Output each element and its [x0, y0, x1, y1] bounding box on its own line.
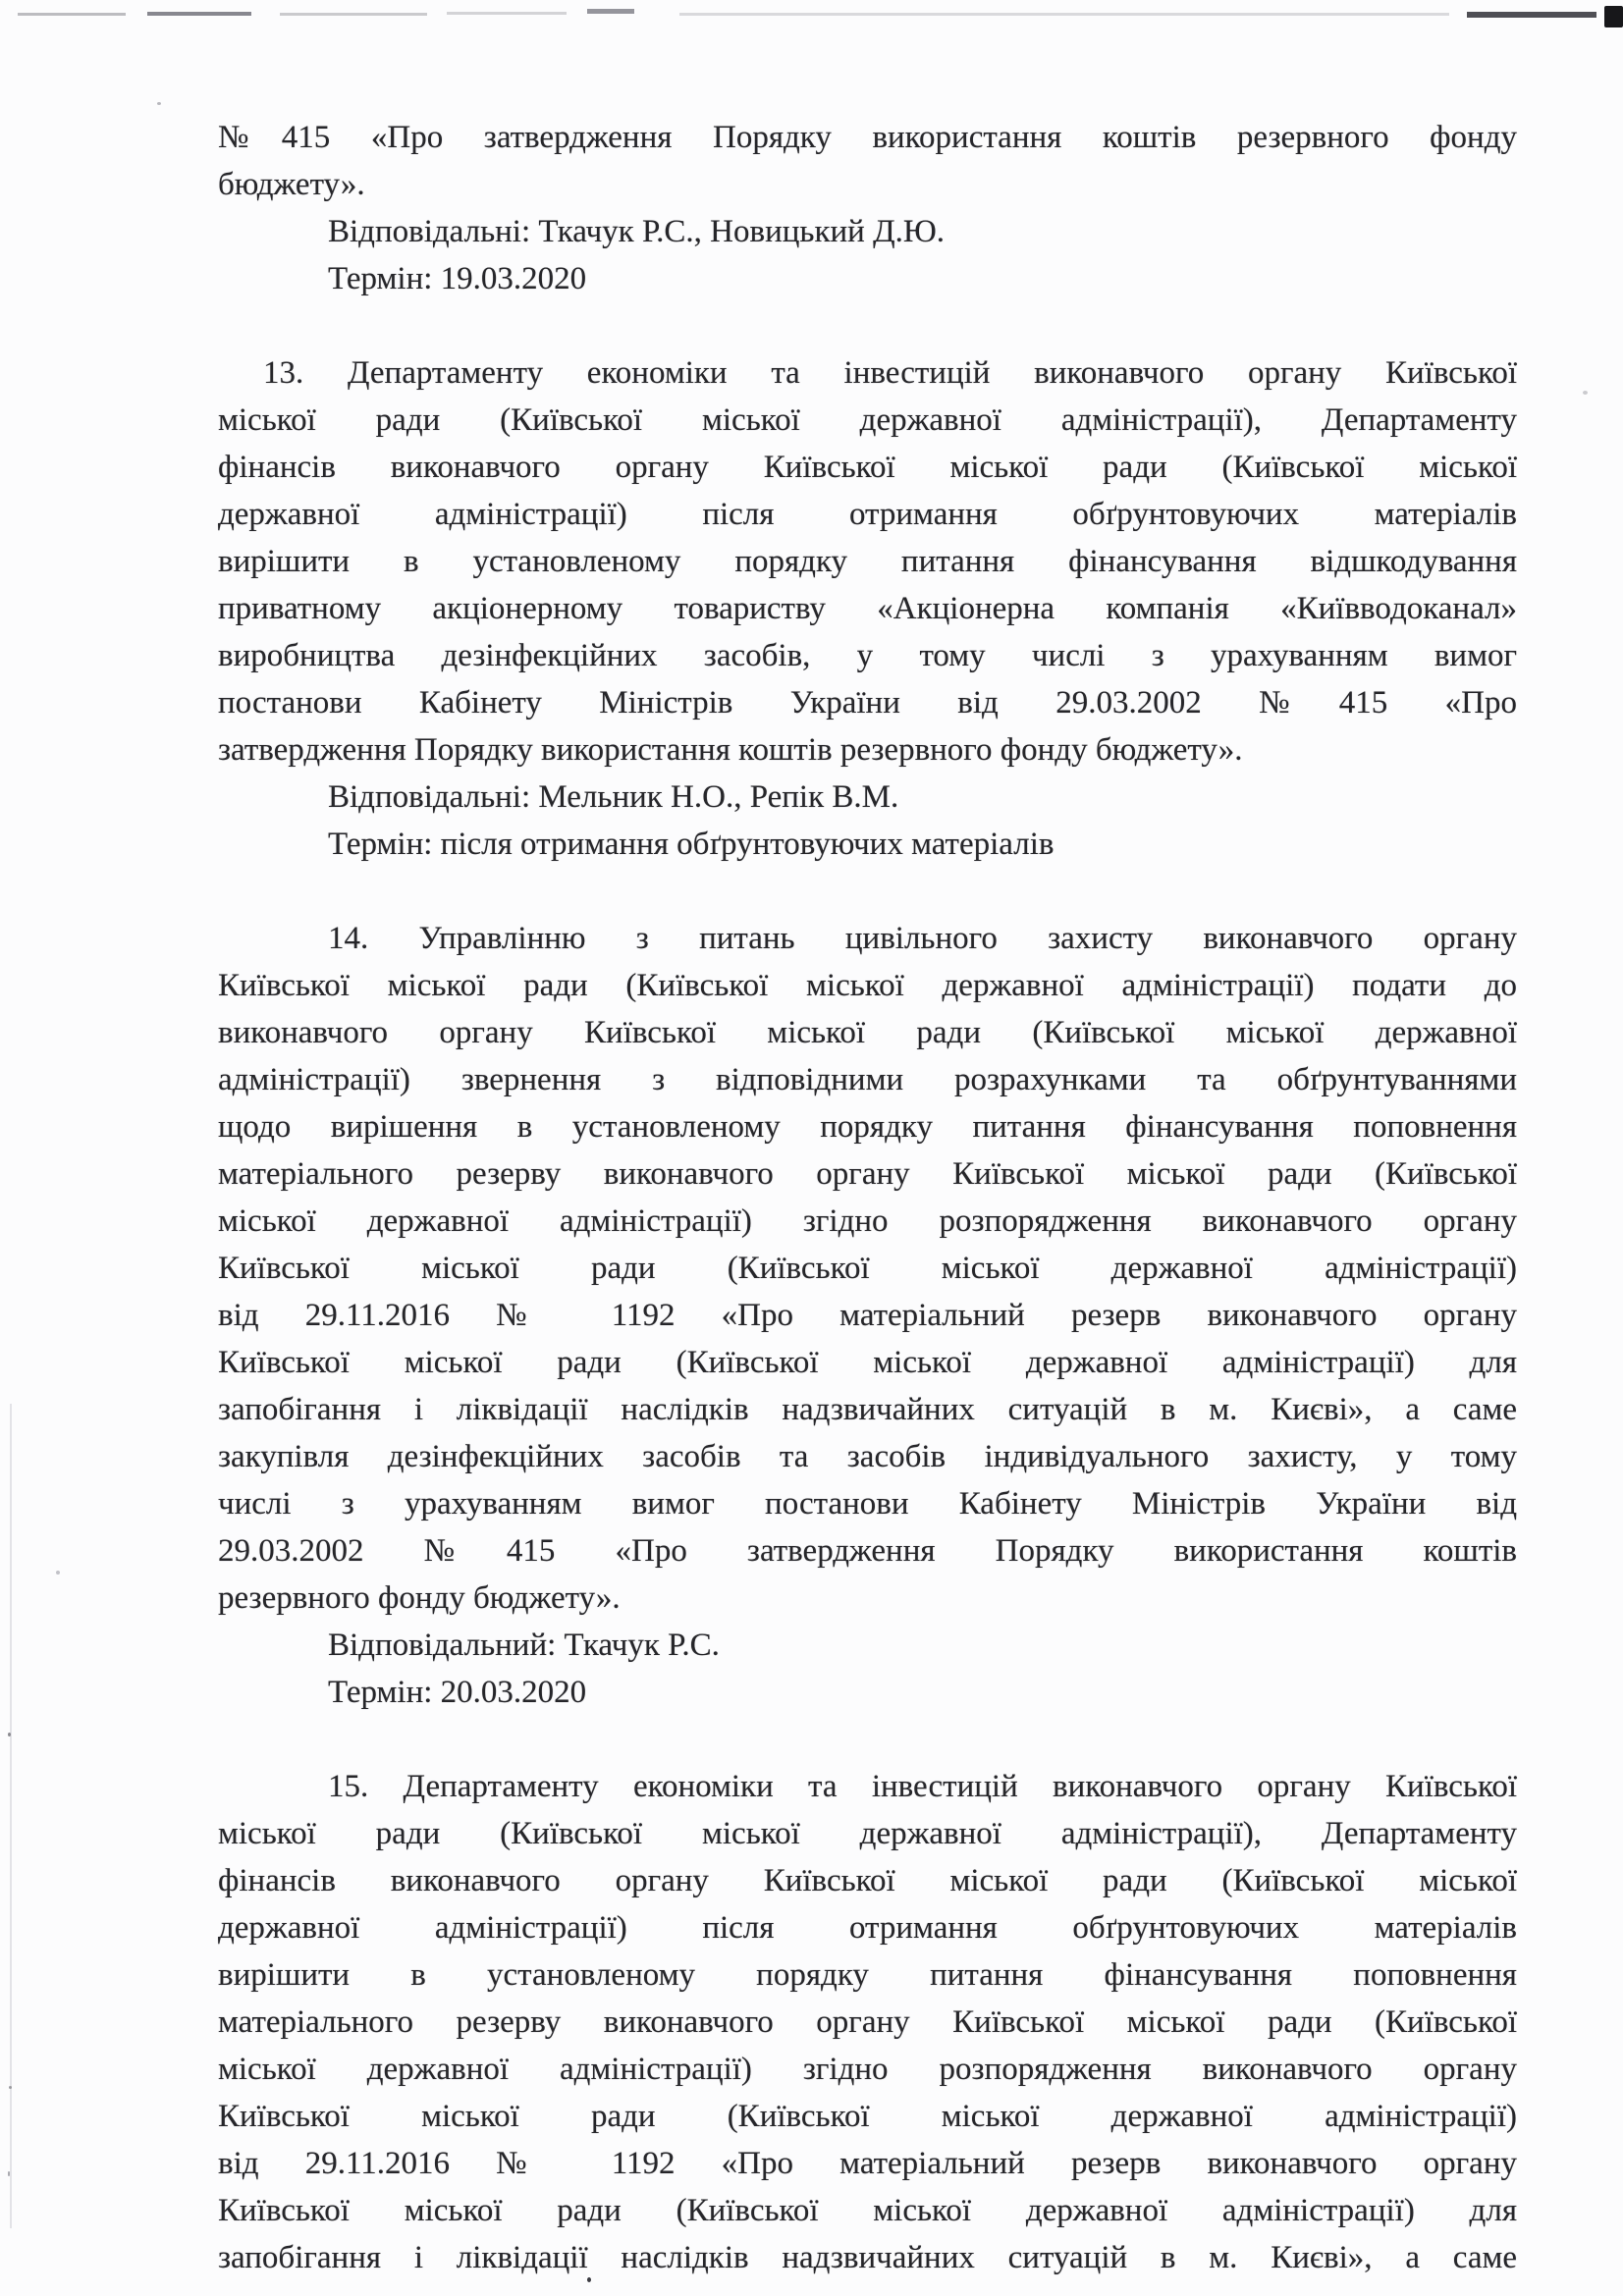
- text-line: державної адміністрації) після отримання обґрунтовуючих матеріалів: [218, 1910, 1517, 1946]
- text-line: міської ради (Київської міської державної адміністрації), Департаменту: [218, 402, 1517, 438]
- text-line: фінансів виконавчого органу Київської міської ради (Київської міської: [218, 1863, 1517, 1898]
- text-line: Київської міської ради (Київської міської державної адміністрації) для: [218, 1345, 1517, 1380]
- text-line: 14. Управлінню з питань цивільного захисту виконавчого органу: [328, 921, 1517, 956]
- scan-artifact-top-line: [1467, 12, 1596, 18]
- text-line: Київської міської ради (Київської міської державної адміністрації) подати до: [218, 968, 1517, 1003]
- text-line: міської державної адміністрації) згідно розпорядження виконавчого органу: [218, 2052, 1517, 2087]
- scan-artifact-top-line: [280, 13, 427, 16]
- paragraph-item-12-tail: [218, 114, 1517, 302]
- text-line: Київської міської ради (Київської міської державної адміністрації) для: [218, 2193, 1517, 2228]
- scan-artifact-speck: [1583, 391, 1588, 395]
- text-line: Термін: після отримання обґрунтовуючих матеріалів: [328, 827, 1055, 862]
- scan-artifact-speck: [8, 2171, 10, 2176]
- text-line: щодо вирішення в установленому порядку питання фінансування поповнення: [218, 1109, 1517, 1145]
- scan-artifact-corner-blob: [1604, 6, 1623, 27]
- paragraph-item-14: [218, 915, 1517, 1716]
- text-line: 29.03.2002 №415 «Про затвердження Порядку використання коштів: [218, 1533, 1517, 1569]
- text-line: виконавчого органу Київської міської ради (Київської міської державної: [218, 1015, 1517, 1050]
- text-line: державної адміністрації) після отримання обґрунтовуючих матеріалів: [218, 497, 1517, 532]
- text-line: виробництва дезінфекційних засобів, у тому числі з урахуванням вимог: [218, 638, 1517, 673]
- text-line: приватному акціонерному товариству «Акціонерна компанія «Київводоканал»: [218, 591, 1517, 626]
- text-line: закупівля дезінфекційних засобів та засобів індивідуального захисту, у тому: [218, 1439, 1517, 1474]
- text-line: запобігання і ліквідації наслідків надзвичайних ситуацій в м. Києві», а саме: [218, 1392, 1517, 1427]
- scan-artifact-left-edge: [10, 1404, 12, 2228]
- text-line: №415 «Про затвердження Порядку використання коштів резервного фонду: [218, 120, 1517, 155]
- text-line: Відповідальний: Ткачук Р.С.: [328, 1628, 720, 1663]
- scan-artifact-speck: [8, 1733, 11, 1736]
- text-line: Відповідальні: Мельник Н.О., Репік В.М.: [328, 779, 899, 815]
- text-line: Київської міської ради (Київської міської державної адміністрації): [218, 2099, 1517, 2134]
- text-line: вирішити в установленому порядку питання фінансування поповнення: [218, 1957, 1517, 1993]
- document-text: [218, 114, 1517, 2281]
- text-line: від 29.11.2016 № 1192 «Про матеріальний резерв виконавчого органу: [218, 1298, 1517, 1333]
- text-line: матеріального резерву виконавчого органу Київської міської ради (Київської: [218, 1156, 1517, 1192]
- text-line: міської державної адміністрації) згідно розпорядження виконавчого органу: [218, 1203, 1517, 1239]
- scan-artifact-top-line: [587, 9, 634, 14]
- scan-artifact-speck: [157, 102, 161, 105]
- text-line: фінансів виконавчого органу Київської міської ради (Київської міської: [218, 450, 1517, 485]
- text-line: затвердження Порядку використання коштів резервного фонду бюджету».: [218, 732, 1243, 768]
- paragraph-item-13: [218, 349, 1517, 868]
- text-line: Термін: 19.03.2020: [328, 261, 587, 296]
- scan-artifact-top-line: [147, 12, 251, 16]
- text-line: 15. Департаменту економіки та інвестицій виконавчого органу Київської: [328, 1769, 1517, 1804]
- text-line: від 29.11.2016 № 1192 «Про матеріальний резерв виконавчого органу: [218, 2146, 1517, 2181]
- text-line: бюджету».: [218, 167, 365, 202]
- text-line: 13. Департаменту економіки та інвестицій виконавчого органу Київської: [263, 355, 1517, 391]
- scan-artifact-top-line: [447, 12, 567, 15]
- scan-artifact-top-line: [18, 13, 126, 16]
- paragraph-item-15: [218, 1763, 1517, 2281]
- text-line: адміністрації) звернення з відповідними розрахунками та обґрунтуваннями: [218, 1062, 1517, 1097]
- scan-artifact-speck: [9, 2086, 12, 2089]
- text-line: міської ради (Київської міської державної адміністрації), Департаменту: [218, 1816, 1517, 1851]
- text-line: постанови Кабінету Міністрів України від 29.03.2002 №415 «Про: [218, 685, 1517, 721]
- scan-artifact-speck: [56, 1571, 60, 1575]
- text-line: запобігання і ліквідації наслідків надзвичайних ситуацій в м. Києві», а саме: [218, 2240, 1517, 2275]
- text-line: Термін: 20.03.2020: [328, 1675, 587, 1710]
- text-line: Відповідальні: Ткачук Р.С., Новицький Д.Ю.: [328, 214, 945, 249]
- text-line: резервного фонду бюджету».: [218, 1580, 621, 1616]
- text-line: вирішити в установленому порядку питання фінансування відшкодування: [218, 544, 1517, 579]
- text-line: Київської міської ради (Київської міської державної адміністрації): [218, 1251, 1517, 1286]
- text-line: числі з урахуванням вимог постанови Кабінету Міністрів України від: [218, 1486, 1517, 1522]
- text-line: матеріального резерву виконавчого органу Київської міської ради (Київської: [218, 2004, 1517, 2040]
- scan-artifact-top-line: [679, 13, 1449, 16]
